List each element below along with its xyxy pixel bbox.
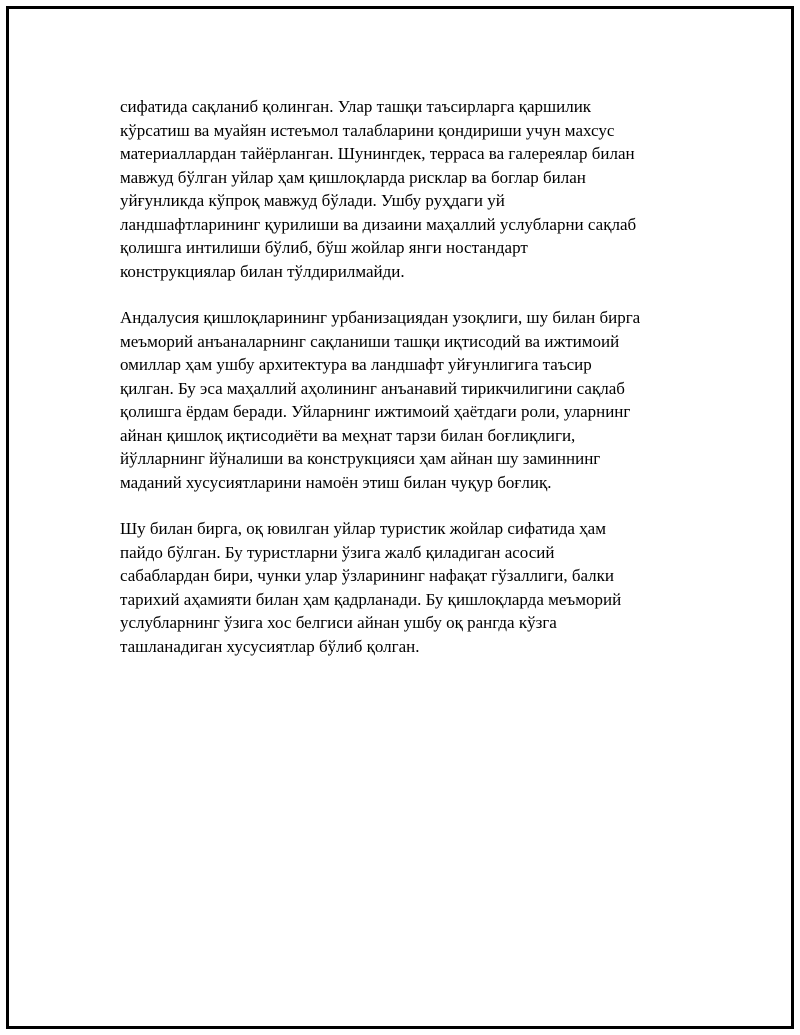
paragraph-3: Шу билан бирга, оқ ювилган уйлар туристик жойлар сифатида ҳам пайдо бўлган. Бу туристларни ўзига жалб қиладиган асосий сабаблардан бири, чунки улар ўзларининг нафақат гўзаллиги, балки тарихий аҳамияти билан ҳам қадрланади. Бу қишлоқларда меъморий услубларнинг ўзига хос белгиси айнан ушбу оқ рангда кўзга ташланадиган хусусиятлар бўлиб қолган. [120,519,622,656]
paragraph-1: сифатида сақланиб қолинган. Улар ташқи таъсирларга қаршилик кўрсатиш ва муайян истеъмол талабларини қондириши учун махсус материаллардан тайёрланган. Шунингдек, терраса ва галереялар билан мавжуд бўлган уйлар ҳам қишлоқларда рисклар ва боглар билан уйғунликда кўпроқ мавжуд бўлади. Ушбу руҳдаги уй ландшафтларининг қурилиши ва дизаини маҳаллий услубларни сақлаб қолишга интилиши бўлиб, бўш жойлар янги ностандарт конструкциялар билан тўлдирилмайди. [120,97,637,281]
paragraph-2: Андалусия қишлоқларининг урбанизациядан узоқлиги, шу билан бирга меъморий анъаналарнинг сақланиши ташқи иқтисодий ва ижтимоий омиллар ҳам ушбу архитектура ва ландшафт уйғунлигига таъсир қилган. Бу эса маҳаллий аҳолининг анъанавий тирикчилигини сақлаб қолишга ёрдам беради. Уйларнинг ижтимоий ҳаётдаги роли, уларнинг айнан қишлоқ иқтисодиёти ва меҳнат тарзи билан боғлиқлиги, йўлларнинг йўналиши ва конструкцияси ҳам айнан шу заминнинг маданий хусусиятларини намоён этиш билан чуқур боғлиқ. [120,308,641,492]
document-page [6,6,794,1029]
document-body [120,95,680,681]
